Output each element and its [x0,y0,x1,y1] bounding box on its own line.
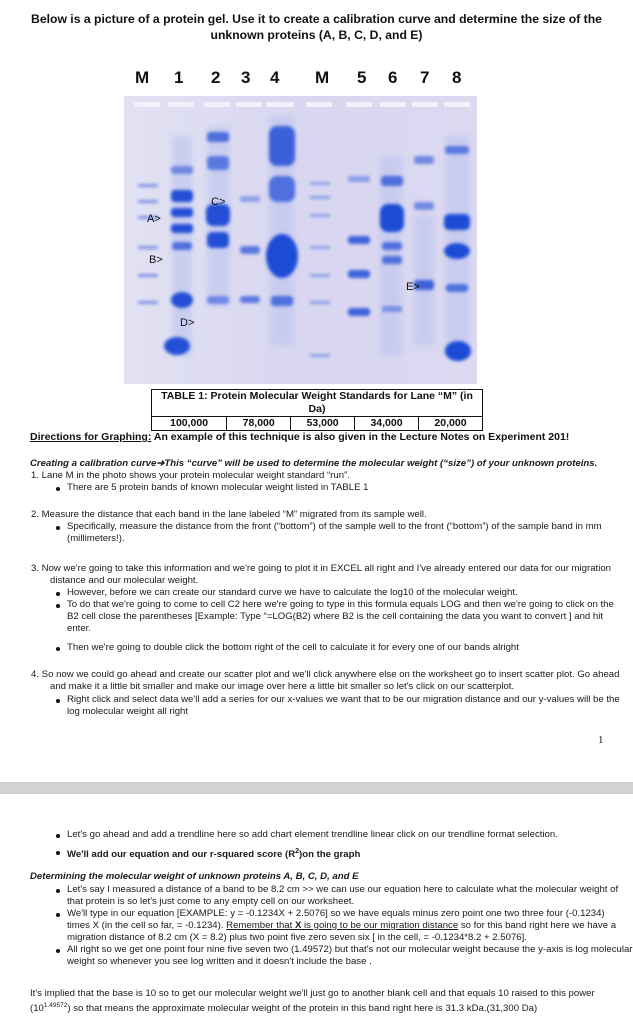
determining-title: Determining the molecular weight of unknown proteins A, B, C, D, and E [30,871,359,882]
step-3-bullet-2-line-2: B2 cell close the parentheses [Example: Type “=LOG(B2) where B2 is the cell containing the data you want to convert ] and hit [67,611,604,622]
step-1-bullet: There are 5 protein bands of known molecular weight listed in TABLE 1 [67,482,369,493]
calibration-title-a: Creating a calibration curve [30,458,157,469]
lane-label: 1 [174,68,184,87]
directions-text: An example of this technique is also given in the Lecture Notes on Experiment 201! [151,431,570,443]
arrow-icon: ➔ [156,458,165,469]
bullet-icon [56,851,60,855]
text-run: times X (in the cell so far, = -0.1234). [67,920,227,931]
page-number: 1 [598,734,604,746]
page-heading [14,11,619,43]
calibration-title [30,458,597,470]
lane-label: 3 [241,68,251,87]
page2-bullet-5-line-1: All right so we get one point four nine five seven two (1.49572) but that's not our molecular weight because the y-axis is log molecular [67,944,633,955]
step-3-bullet-3: Then we're going to double click the bottom right of the cell to calculate it for every one of our bands alright [67,642,519,653]
step-3-line-2: distance and our molecular weight. [50,575,199,586]
text-run: Remember that [226,920,295,931]
table-cell: 20,000 [418,417,482,431]
table-caption: TABLE 1: Protein Molecular Weight Standards for Lane “M” (in Da) [152,390,483,417]
band-label-d: D> [180,317,195,329]
step-2: 2. Measure the distance that each band in the lane labeled “M” migrated from its sample well. [31,509,427,520]
band-label-a: A> [147,213,161,225]
lane-label: 7 [420,68,430,87]
closing-paragraph-line-1: It's implied that the base is 10 so to get our molecular weight we'll just go to another blank cell and that equals 10 raised to this power [30,988,595,999]
text-run: ) so that means the approximate molecular weight of the protein in this band right here is 31.3 kDa.(31,300 Da) [67,1003,538,1015]
page2-bullet-2-a: We'll add our equation and our r-squared score (R [67,849,296,861]
protein-gel-image [124,96,477,384]
band-label-c: C> [211,196,226,208]
band-label-b: B> [149,254,163,266]
page2-bullet-2 [67,846,360,861]
step-3-bullet-1: However, before we can create our standard curve we have to calculate the log10 of the molecular weight. [67,587,518,598]
page2-bullet-4-line-1: We'll type in our equation [EXAMPLE: y = -0.1234X + 2.5076] so we have equals minus zero point one two three four (-0.1234) [67,908,605,919]
step-2-bullet-line-2: (millimeters!). [67,533,125,544]
heading-line-2: unknown proteins (A, B, C, D, and E) [210,28,423,42]
lane-label: 5 [357,68,367,87]
step-4-line-1: 4. So now we could go ahead and create our scatter plot and we'll click anywhere else on the worksheet go to insert scatter plot. Go ahead [31,669,620,680]
directions-line [30,431,569,443]
bullet-icon [56,834,60,838]
lane-label: M [135,68,150,87]
step-4-bullet-line-1: Right click and select data we'll add a series for our x-values we want that to be our migration distance and our y-values will be the [67,694,620,705]
step-2-bullet-line-1: Specifically, measure the distance from the front (“bottom”) of the sample well to the front (“bottom”) of the sample band in mm [67,521,602,532]
step-3-bullet-2-line-3: enter. [67,623,92,634]
lane-label: 6 [388,68,398,87]
text-run: is going to be our migration distance [301,920,459,931]
bullet-icon [56,487,60,491]
bullet-icon [56,699,60,703]
page2-bullet-3-line-1: Let's say I measured a distance of a band to be 8.2 cm >> we can use our equation here to calculate what the molecular weight of [67,884,619,895]
step-3-bullet-2-line-1: To do that we're going to come to cell C2 here we're going to type in this formula equals LOG and then we're going to click on the [67,599,614,610]
lane-label: 8 [452,68,462,87]
table-cell: 34,000 [355,417,419,431]
text-run: (10 [30,1003,44,1015]
molecular-weight-standards-table [151,389,483,431]
text-run: X [294,920,302,931]
bullet-icon [56,592,60,596]
table-cell: 53,000 [291,417,355,431]
step-4-line-2: and make it a little bit smaller and make our image over here a little bit smaller so let's click on our scatterplot. [50,681,515,692]
bullet-icon [56,889,60,893]
bullet-icon [56,526,60,530]
bullet-icon [56,913,60,917]
directions-label: Directions for Graphing: [30,431,152,443]
step-4-bullet-line-2: log molecular weight all right [67,706,189,717]
lane-label: 4 [270,68,280,87]
lane-label: M [315,68,330,87]
bullet-icon [56,604,60,608]
step-1: 1. Lane M in the photo shows your protein molecular weight standard “run”. [31,470,350,481]
step-3-line-1: 3. Now we're going to take this information and we're going to plot it in EXCEL all right and I've already entered our data for our migration [31,563,612,574]
text-run: so for this band right here we have a [458,920,617,931]
band-label-e: E> [406,281,420,293]
gel-lane-labels [122,68,482,90]
lane-label: 2 [211,68,221,87]
page2-bullet-5-line-2: weight so whenever you see log written and it doesn't include the base . [67,956,372,967]
page2-bullet-4-line-2 [67,920,616,932]
table-cell: 100,000 [152,417,227,431]
page2-bullet-3-line-2: that protein is so let's just come to any empty cell on our worksheet. [67,896,355,907]
table-cell: 78,000 [227,417,291,431]
bullet-icon [56,647,60,651]
page2-bullet-1: Let's go ahead and add a trendline here so add chart element trendline linear click on our trendline format selection. [67,829,558,840]
superscript: 1.49572 [43,1002,68,1009]
bullet-icon [56,949,60,953]
table-row [152,417,483,431]
page-separator [0,782,633,794]
heading-line-1: Below is a picture of a protein gel. Use it to create a calibration curve and determine the size of the [31,12,602,26]
closing-paragraph-line-2 [30,1000,537,1015]
page2-bullet-4-line-3: migration distance of 8.2 cm (X = 8.2) plus two point five zero seven six [ in the cell, = -0.1234*8.2 + 2.5076]. [67,932,527,943]
calibration-title-b: This “curve” will be used to determine the molecular weight (“size”) of your unknown proteins. [164,458,598,469]
page2-bullet-2-b: )on the graph [299,849,361,861]
superscript: 2 [295,848,300,855]
